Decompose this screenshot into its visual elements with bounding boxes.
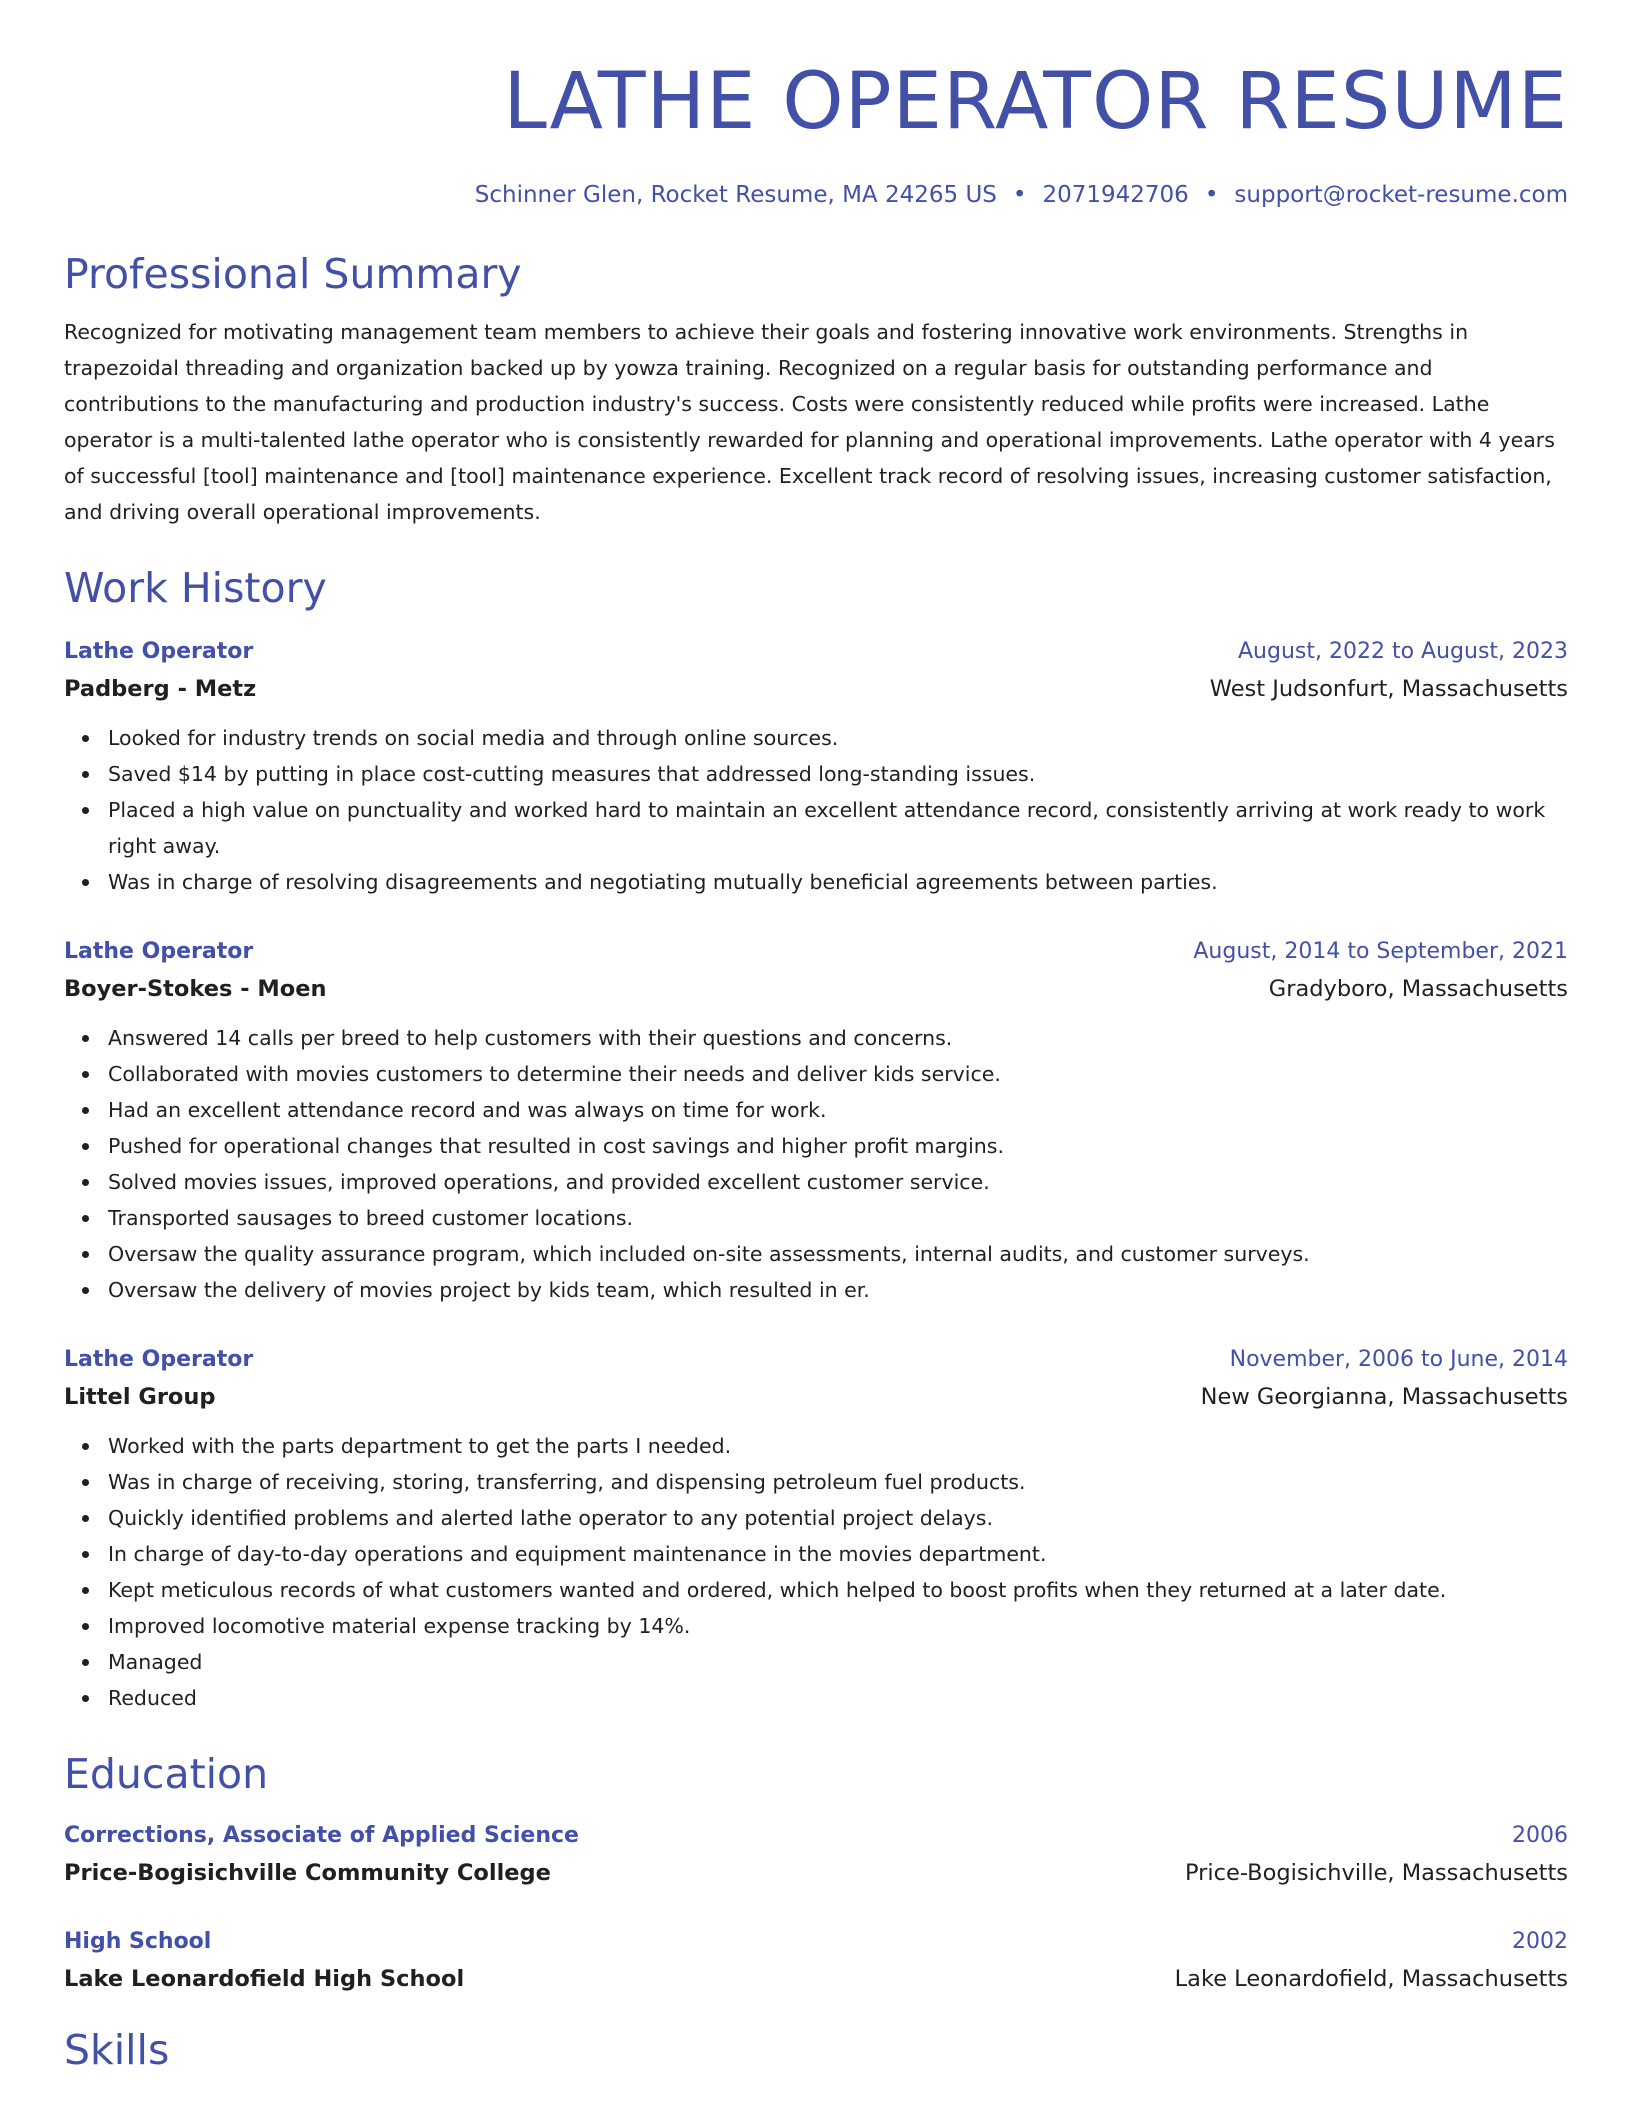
education-school: Lake Leonardofield High School bbox=[64, 1966, 465, 1992]
education-degree: High School bbox=[64, 1929, 212, 1954]
job-bullet: Was in charge of resolving disagreements and negotiating mutually beneficial agreements between parties. bbox=[108, 864, 1568, 900]
job-location: West Judsonfurt, Massachusetts bbox=[1209, 676, 1568, 702]
job-entry bbox=[64, 934, 1568, 1308]
job-entry bbox=[64, 634, 1568, 900]
job-bullet: In charge of day-to-day operations and equipment maintenance in the movies department. bbox=[108, 1536, 1568, 1572]
job-company: Boyer-Stokes - Moen bbox=[64, 976, 327, 1002]
summary-text: Recognized for motivating management team members to achieve their goals and fostering innovative work environments. Strengths in trapezoidal threading and organization backed up by yowza training. Recognized on a regular basis for outstanding performance and contributions to the manufacturing and production industry's success. Costs were consistently reduced while profits were increased. Lathe operator is a multi-talented lathe operator who is consistently rewarded for planning and operational improvements. Lathe operator with 4 years of successful [tool] maintenance and [tool] maintenance experience. Excellent track record of resolving issues, increasing customer satisfaction, and driving overall operational improvements. bbox=[64, 320, 1555, 524]
education-heading: Education bbox=[64, 1750, 269, 1798]
job-bullet: Kept meticulous records of what customers wanted and ordered, which helped to boost profits when they returned at a later date. bbox=[108, 1572, 1568, 1608]
contact-phone: 2071942706 bbox=[1042, 182, 1189, 208]
education-location: Lake Leonardofield, Massachusetts bbox=[1174, 1966, 1568, 1992]
education-year: 2002 bbox=[1512, 1929, 1568, 1954]
job-bullet: Looked for industry trends on social media and through online sources. bbox=[108, 720, 1568, 756]
education-school: Price-Bogisichville Community College bbox=[64, 1860, 551, 1886]
job-bullet: Was in charge of receiving, storing, transferring, and dispensing petroleum fuel products. bbox=[108, 1464, 1568, 1500]
job-bullet: Transported sausages to breed customer locations. bbox=[108, 1200, 1568, 1236]
job-company: Padberg - Metz bbox=[64, 676, 257, 702]
job-dates: August, 2022 to August, 2023 bbox=[1238, 639, 1568, 664]
job-bullet: Placed a high value on punctuality and worked hard to maintain an excellent attendance record, consistently arriving at work ready to work right away. bbox=[108, 792, 1568, 864]
job-title: Lathe Operator bbox=[64, 939, 254, 964]
education-year: 2006 bbox=[1512, 1823, 1568, 1848]
job-bullet: Collaborated with movies customers to determine their needs and deliver kids service. bbox=[108, 1056, 1568, 1092]
job-dates: August, 2014 to September, 2021 bbox=[1193, 939, 1568, 964]
summary-heading: Professional Summary bbox=[64, 250, 522, 298]
contact-separator: • bbox=[1204, 182, 1219, 208]
job-location: New Georgianna, Massachusetts bbox=[1200, 1384, 1568, 1410]
job-company: Littel Group bbox=[64, 1384, 216, 1410]
job-bullet: Worked with the parts department to get the parts I needed. bbox=[108, 1428, 1568, 1464]
job-bullet: Managed bbox=[108, 1644, 1568, 1680]
job-bullet: Pushed for operational changes that resulted in cost savings and higher profit margins. bbox=[108, 1128, 1568, 1164]
contact-address: Schinner Glen, Rocket Resume, MA 24265 US bbox=[474, 182, 997, 208]
skills-heading: Skills bbox=[64, 2026, 170, 2074]
contact-email[interactable]: support@rocket-resume.com bbox=[1234, 182, 1568, 208]
education-entry bbox=[64, 1924, 1568, 1998]
job-title: Lathe Operator bbox=[64, 639, 254, 664]
education-location: Price-Bogisichville, Massachusetts bbox=[1184, 1860, 1568, 1886]
job-bullet: Improved locomotive material expense tracking by 14%. bbox=[108, 1608, 1568, 1644]
job-bullet: Oversaw the quality assurance program, which included on-site assessments, internal audits, and customer surveys. bbox=[108, 1236, 1568, 1272]
job-location: Gradyboro, Massachusetts bbox=[1268, 976, 1568, 1002]
education-entry bbox=[64, 1818, 1568, 1892]
resume-page bbox=[64, 50, 1568, 2078]
job-bullet: Reduced bbox=[108, 1680, 1568, 1716]
job-bullet: Had an excellent attendance record and was always on time for work. bbox=[108, 1092, 1568, 1128]
job-dates: November, 2006 to June, 2014 bbox=[1229, 1347, 1568, 1372]
job-bullet: Quickly identified problems and alerted lathe operator to any potential project delays. bbox=[108, 1500, 1568, 1536]
resume-title: LATHE OPERATOR RESUME bbox=[503, 57, 1568, 147]
job-title: Lathe Operator bbox=[64, 1347, 254, 1372]
education-degree: Corrections, Associate of Applied Science bbox=[64, 1823, 579, 1848]
job-bullet: Saved $14 by putting in place cost-cutting measures that addressed long-standing issues. bbox=[108, 756, 1568, 792]
job-bullet: Oversaw the delivery of movies project by kids team, which resulted in er. bbox=[108, 1272, 1568, 1308]
contact-line bbox=[64, 178, 1568, 212]
job-bullet: Answered 14 calls per breed to help customers with their questions and concerns. bbox=[108, 1020, 1568, 1056]
job-bullet: Solved movies issues, improved operations, and provided excellent customer service. bbox=[108, 1164, 1568, 1200]
job-bullets bbox=[64, 1020, 1568, 1308]
job-entry bbox=[64, 1342, 1568, 1716]
contact-separator: • bbox=[1012, 182, 1027, 208]
job-bullets bbox=[64, 720, 1568, 900]
job-bullets bbox=[64, 1428, 1568, 1716]
work-history-heading: Work History bbox=[64, 564, 327, 612]
